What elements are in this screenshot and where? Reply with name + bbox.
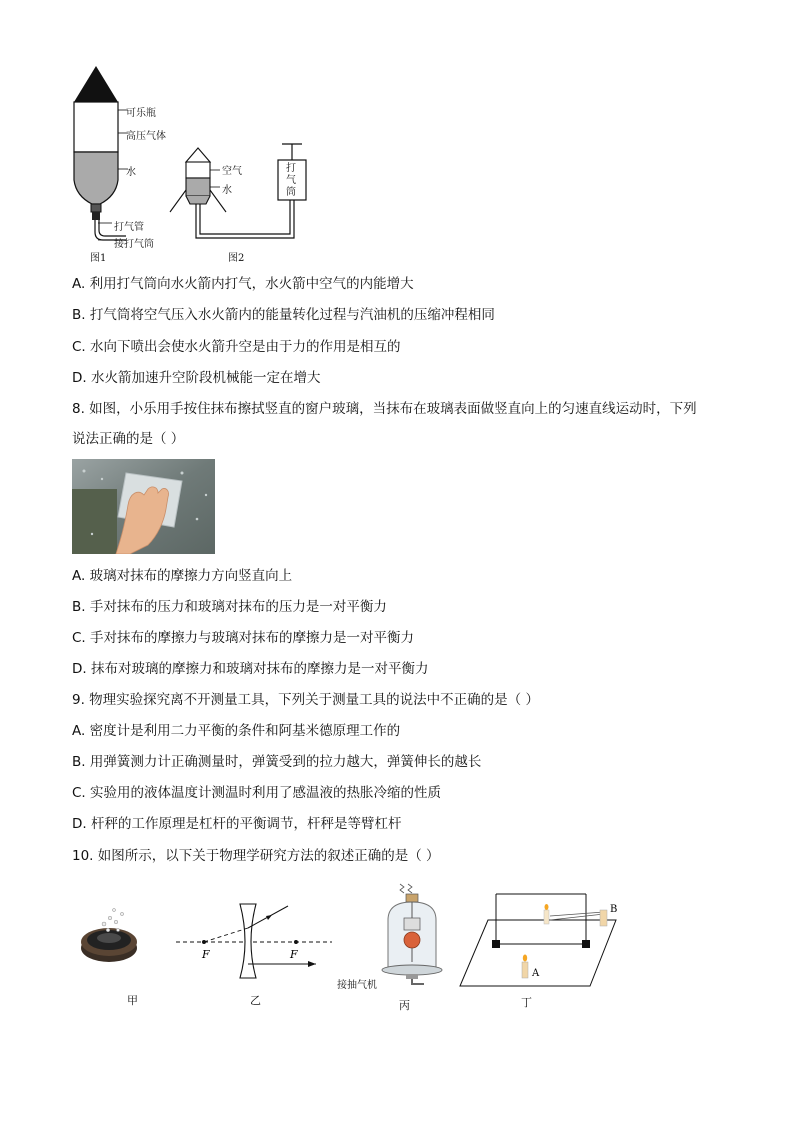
q8-stem-line-2: 说法正确的是（ ） xyxy=(72,431,185,447)
focal-point-left xyxy=(202,940,206,944)
q9-stem: 9. 物理实验探究离不开测量工具，下列关于测量工具的说法中不正确的是（ ） xyxy=(72,692,539,708)
q7-option-c: C. 水向下喷出会使水火箭升空是由于力的作用是相互的 xyxy=(72,339,401,355)
label-water: 水 xyxy=(126,167,136,178)
focal-point-right xyxy=(294,940,298,944)
rocket-gas-section xyxy=(74,102,118,152)
label-F-right: F xyxy=(290,948,298,961)
label-cola-bottle: 可乐瓶 xyxy=(126,108,156,119)
fig2-air-section xyxy=(186,162,210,178)
lens xyxy=(240,904,256,978)
rocket-water-section xyxy=(74,152,118,204)
bell xyxy=(404,932,420,948)
speaker-figure xyxy=(78,904,140,974)
candle-image xyxy=(544,910,549,924)
q9-option-d: D. 杆秤的工作原理是杠杆的平衡调节，杆秤是等臂杠杆 xyxy=(72,816,402,832)
label-bing: 丙 xyxy=(399,999,410,1012)
label-pump: 打 气 筒 xyxy=(286,163,296,198)
rocket-nozzle xyxy=(91,204,101,212)
stand-right xyxy=(582,940,590,948)
q9-option-b: B. 用弹簧测力计正确测量时，弹簧受到的拉力越大，弹簧伸长的越长 xyxy=(72,754,482,770)
label-yi: 乙 xyxy=(250,994,261,1007)
label-B: B xyxy=(610,904,618,915)
label-pump-tube: 打气管 xyxy=(114,222,144,233)
fig2-left-leg xyxy=(170,190,186,212)
label-jia: 甲 xyxy=(127,994,138,1007)
fig2-water-section xyxy=(186,178,210,196)
q8-stem-line-1: 8. 如图，小乐用手按住抹布擦拭竖直的窗户玻璃，当抹布在玻璃表面做竖直向上的匀速直线运动时，下列 xyxy=(72,401,697,417)
label-F-left: F xyxy=(202,948,210,961)
q8-option-b: B. 手对抹布的压力和玻璃对抹布的压力是一对平衡力 xyxy=(72,599,387,615)
plane-mirror-figure xyxy=(456,890,618,990)
label-vacuum-pump: 接抽气机 xyxy=(337,980,377,991)
stand-left xyxy=(492,940,500,948)
q7-option-d: D. 水火箭加速升空阶段机械能一定在增大 xyxy=(72,370,321,386)
label-water-2: 水 xyxy=(222,185,232,196)
label-high-pressure-gas: 高压气体 xyxy=(126,131,166,142)
label-air: 空气 xyxy=(222,166,242,177)
candle-B xyxy=(600,910,607,926)
window-wiping-photo xyxy=(72,459,215,554)
q9-option-c: C. 实验用的液体温度计测温时利用了感温液的热胀冷缩的性质 xyxy=(72,785,442,801)
label-ding: 丁 xyxy=(521,996,532,1009)
caption-figure-2: 图2 xyxy=(228,253,245,264)
bell-jar-figure xyxy=(380,880,444,988)
q8-option-d: D. 抹布对玻璃的摩擦力和玻璃对抹布的摩擦力是一对平衡力 xyxy=(72,661,429,677)
caption-figure-1: 图1 xyxy=(90,253,107,264)
fig2-nose xyxy=(186,148,210,162)
q10-stem: 10. 如图所示，以下关于物理学研究方法的叙述正确的是（ ） xyxy=(72,848,440,864)
jar-base xyxy=(382,965,442,975)
label-A: A xyxy=(532,968,540,979)
q7-option-b: B. 打气筒将空气压入水火箭内的能量转化过程与汽油机的压缩冲程相同 xyxy=(72,307,495,323)
q9-option-a: A. 密度计是利用二力平衡的条件和阿基米德原理工作的 xyxy=(72,723,401,739)
fig2-hose xyxy=(196,200,294,238)
rocket-nose-cone xyxy=(74,66,118,102)
q8-option-a: A. 玻璃对抹布的摩擦力方向竖直向上 xyxy=(72,568,293,584)
concave-lens-figure xyxy=(176,898,332,980)
q7-option-a: A. 利用打气筒向水火箭内打气，水火箭中空气的内能增大 xyxy=(72,276,414,292)
candle-A xyxy=(522,962,528,978)
label-connect-pump: 接打气筒 xyxy=(114,239,154,250)
q8-option-c: C. 手对抹布的摩擦力与玻璃对抹布的摩擦力是一对平衡力 xyxy=(72,630,415,646)
